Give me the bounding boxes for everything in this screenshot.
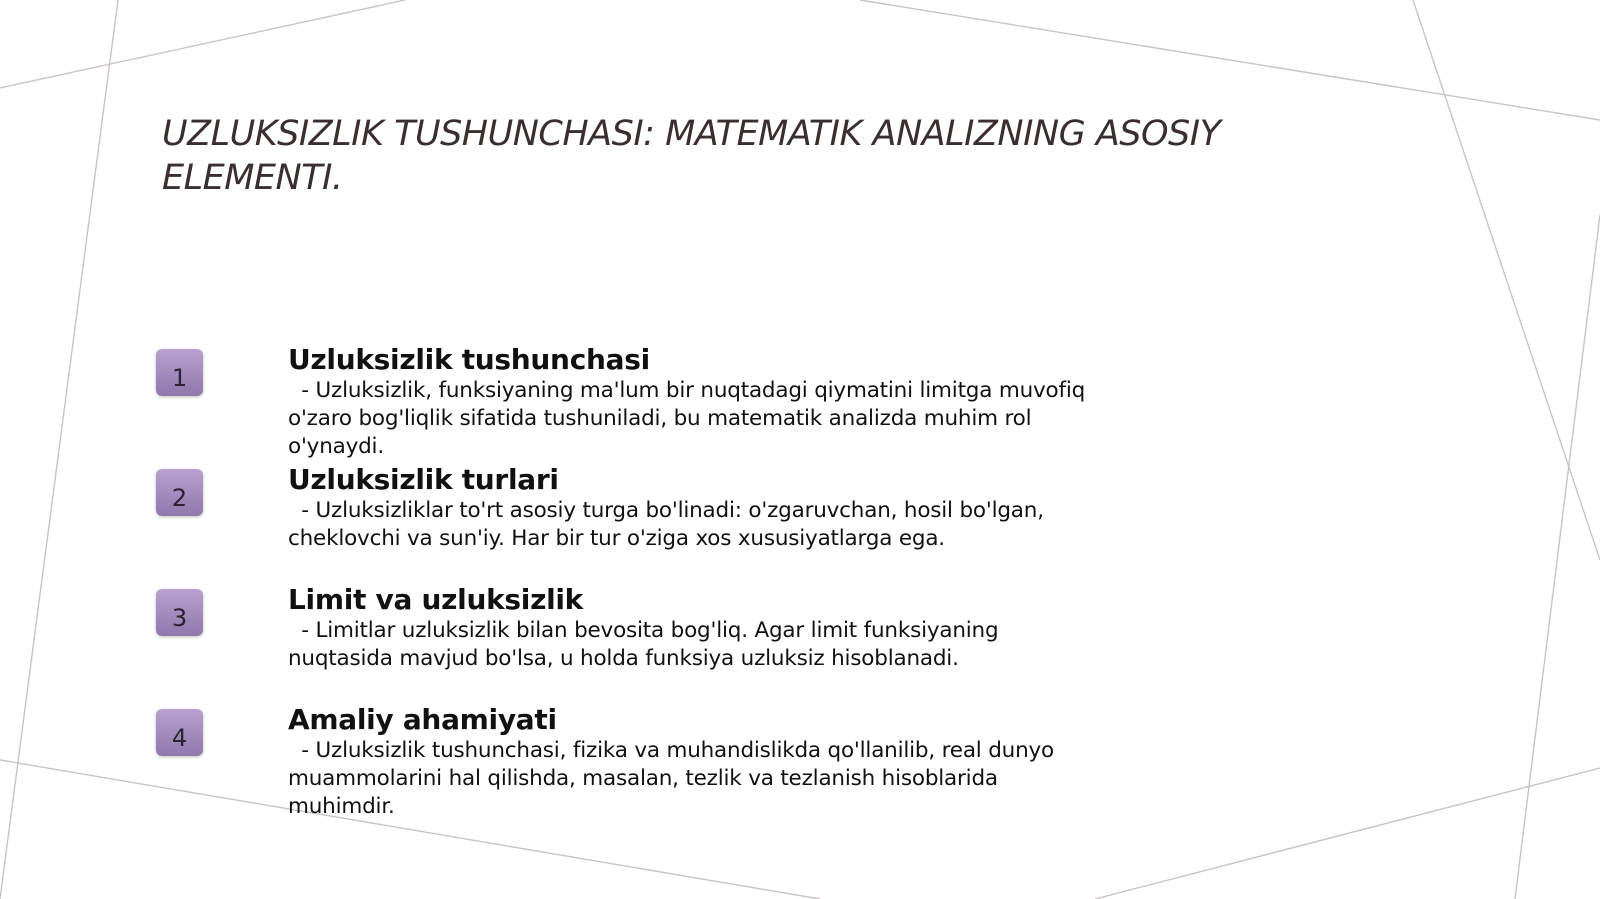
number-badge: 4 [156,709,203,756]
slide-title: UZLUKSIZLIK TUSHUNCHASI: MATEMATIK ANALIZNING ASOSIY ELEMENTI. [162,114,1221,198]
list-item-text [288,703,1088,821]
number-badge: 3 [156,589,203,636]
number-badge: 2 [156,469,203,516]
list-item-text [288,343,1092,461]
list-item-body: - Uzluksizliklar to'rt asosiy turga bo'linadi: o'zgaruvchan, hosil bo'lgan, cheklovchi va sun'iy. Har bir tur o'ziga xos xususiyatlarga ega. [288,498,1051,551]
list-item-body: - Uzluksizlik tushunchasi, fizika va muhandislikda qo'llanilib, real dunyo muammolarini hal qilishda, masalan, tezlik va tezlanish hisoblarida muhimdir. [288,738,1061,819]
list-item-text [288,463,1088,553]
list-item-heading: Amaliy ahamiyati [288,703,557,736]
number-badge: 1 [156,349,203,396]
list-item-heading: Limit va uzluksizlik [288,583,584,616]
list-item-body: - Uzluksizlik, funksiyaning ma'lum bir nuqtadagi qiymatini limitga muvofiq o'zaro bog'liqlik sifatida tushuniladi, bu matematik analizda muhim rol o'ynaydi. [288,378,1092,459]
list-item-text [288,583,1088,673]
list-item-body: - Limitlar uzluksizlik bilan bevosita bog'liq. Agar limit funksiyaning nuqtasida mavjud bo'lsa, u holda funksiya uzluksiz hisoblanadi. [288,618,1006,671]
list-item-heading: Uzluksizlik tushunchasi [288,343,650,376]
list-item-heading: Uzluksizlik turlari [288,463,559,496]
